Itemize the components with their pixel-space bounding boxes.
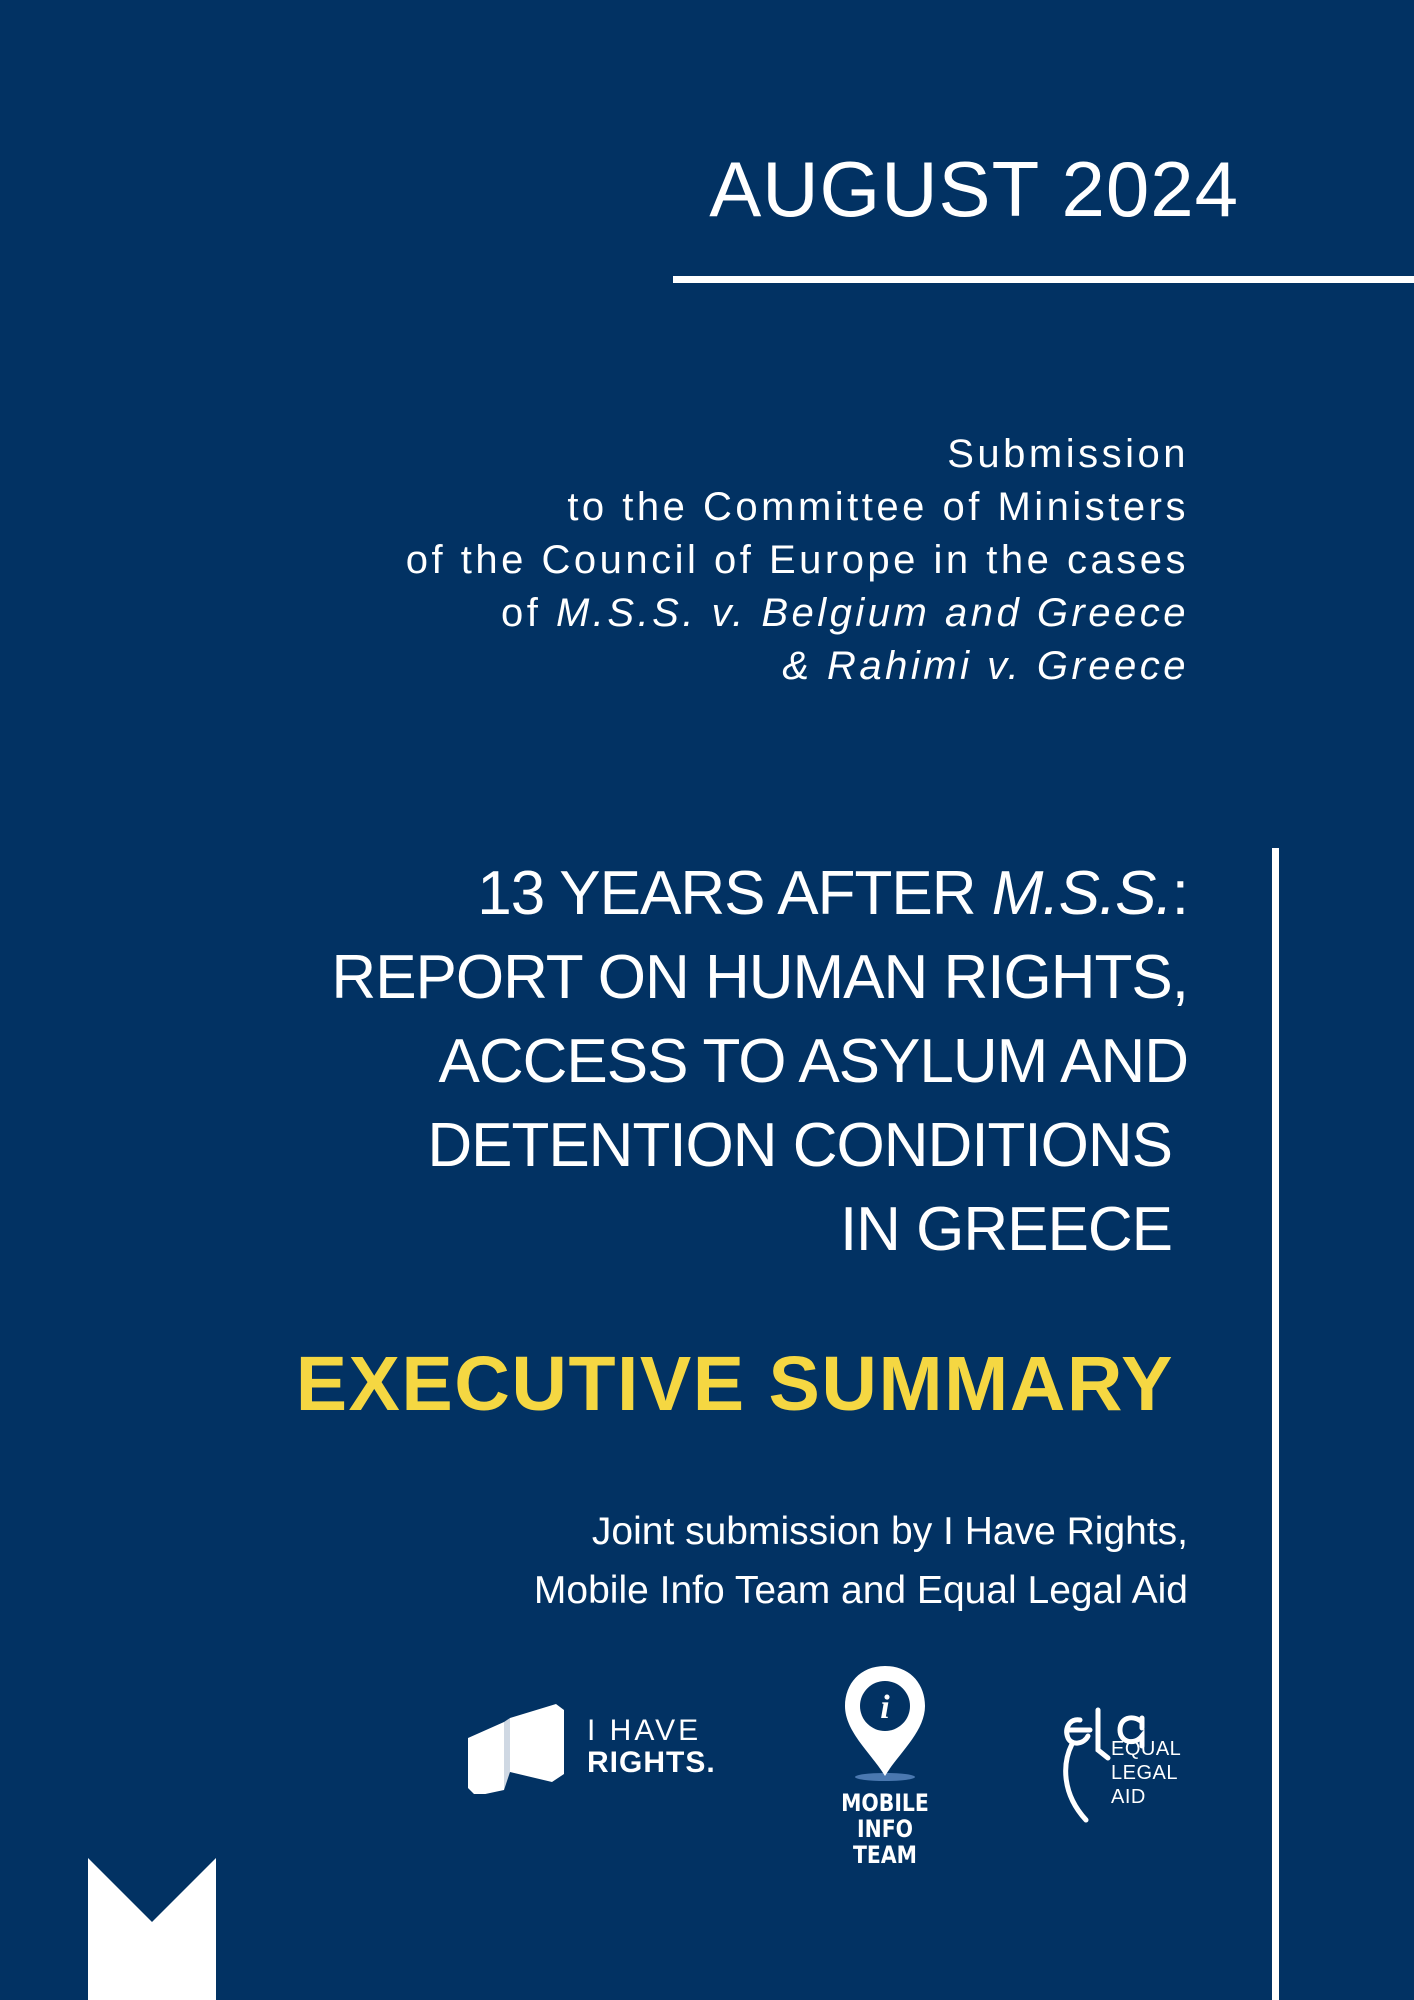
report-title <box>331 852 1188 1272</box>
mobile-info-team-line2: INFO TEAM <box>853 1815 917 1869</box>
ela-letter-e <box>1067 1720 1090 1743</box>
title-line: IN GREECE <box>839 1195 1172 1264</box>
ela-arc <box>1066 1744 1086 1820</box>
title-colon: : <box>1171 859 1188 928</box>
joint-line: Joint submission by I Have Rights, <box>591 1510 1188 1553</box>
equal-legal-aid-wordmark <box>1111 1737 1181 1809</box>
i-have-rights-book-icon <box>468 1704 564 1794</box>
equal-legal-aid-line1: EQUAL <box>1111 1738 1182 1760</box>
submission-statement <box>406 428 1189 693</box>
i-have-rights-wordmark <box>587 1715 716 1779</box>
equal-legal-aid-line3: AID <box>1111 1786 1146 1808</box>
submission-line: of the Council of Europe in the cases <box>405 538 1189 582</box>
title-case-mss: M.S.S. <box>991 859 1172 928</box>
title-line <box>331 852 1188 936</box>
case-name-rahimi: & Rahimi v. Greece <box>782 644 1189 688</box>
info-glyph: i <box>880 1689 890 1726</box>
bookmark-corner-icon <box>88 1858 216 2000</box>
report-date: AUGUST 2024 <box>709 145 1239 233</box>
ela-letter-l <box>1098 1710 1108 1758</box>
title-line: REPORT ON HUMAN RIGHTS, <box>331 943 1188 1012</box>
submission-line: to the Committee of Ministers <box>567 485 1189 529</box>
title-line: DETENTION CONDITIONS <box>427 1111 1172 1180</box>
title-prefix: 13 YEARS AFTER <box>477 859 992 928</box>
mobile-info-team-line1: MOBILE <box>841 1789 929 1817</box>
submission-line: Submission <box>947 432 1189 476</box>
submission-line <box>406 640 1189 693</box>
executive-summary-heading: EXECUTIVE SUMMARY <box>295 1341 1174 1427</box>
joint-line: Mobile Info Team and Equal Legal Aid <box>533 1569 1188 1612</box>
case-name-mss: M.S.S. v. Belgium and Greece <box>555 591 1189 635</box>
submission-of-prefix: of <box>500 591 556 635</box>
bookmark-shape <box>88 1858 216 2000</box>
vertical-divider <box>1272 848 1279 2000</box>
i-have-rights-book-spine <box>504 1718 510 1790</box>
submission-line <box>406 587 1189 640</box>
equal-legal-aid-line2: LEGAL <box>1111 1762 1178 1784</box>
i-have-rights-line1: I HAVE <box>587 1714 702 1747</box>
i-have-rights-line2: RIGHTS. <box>587 1746 716 1779</box>
joint-submission-text <box>534 1502 1188 1620</box>
date-underline-divider <box>673 276 1414 283</box>
title-line: ACCESS TO ASYLUM AND <box>438 1027 1188 1096</box>
mobile-info-team-wordmark <box>831 1790 938 1868</box>
